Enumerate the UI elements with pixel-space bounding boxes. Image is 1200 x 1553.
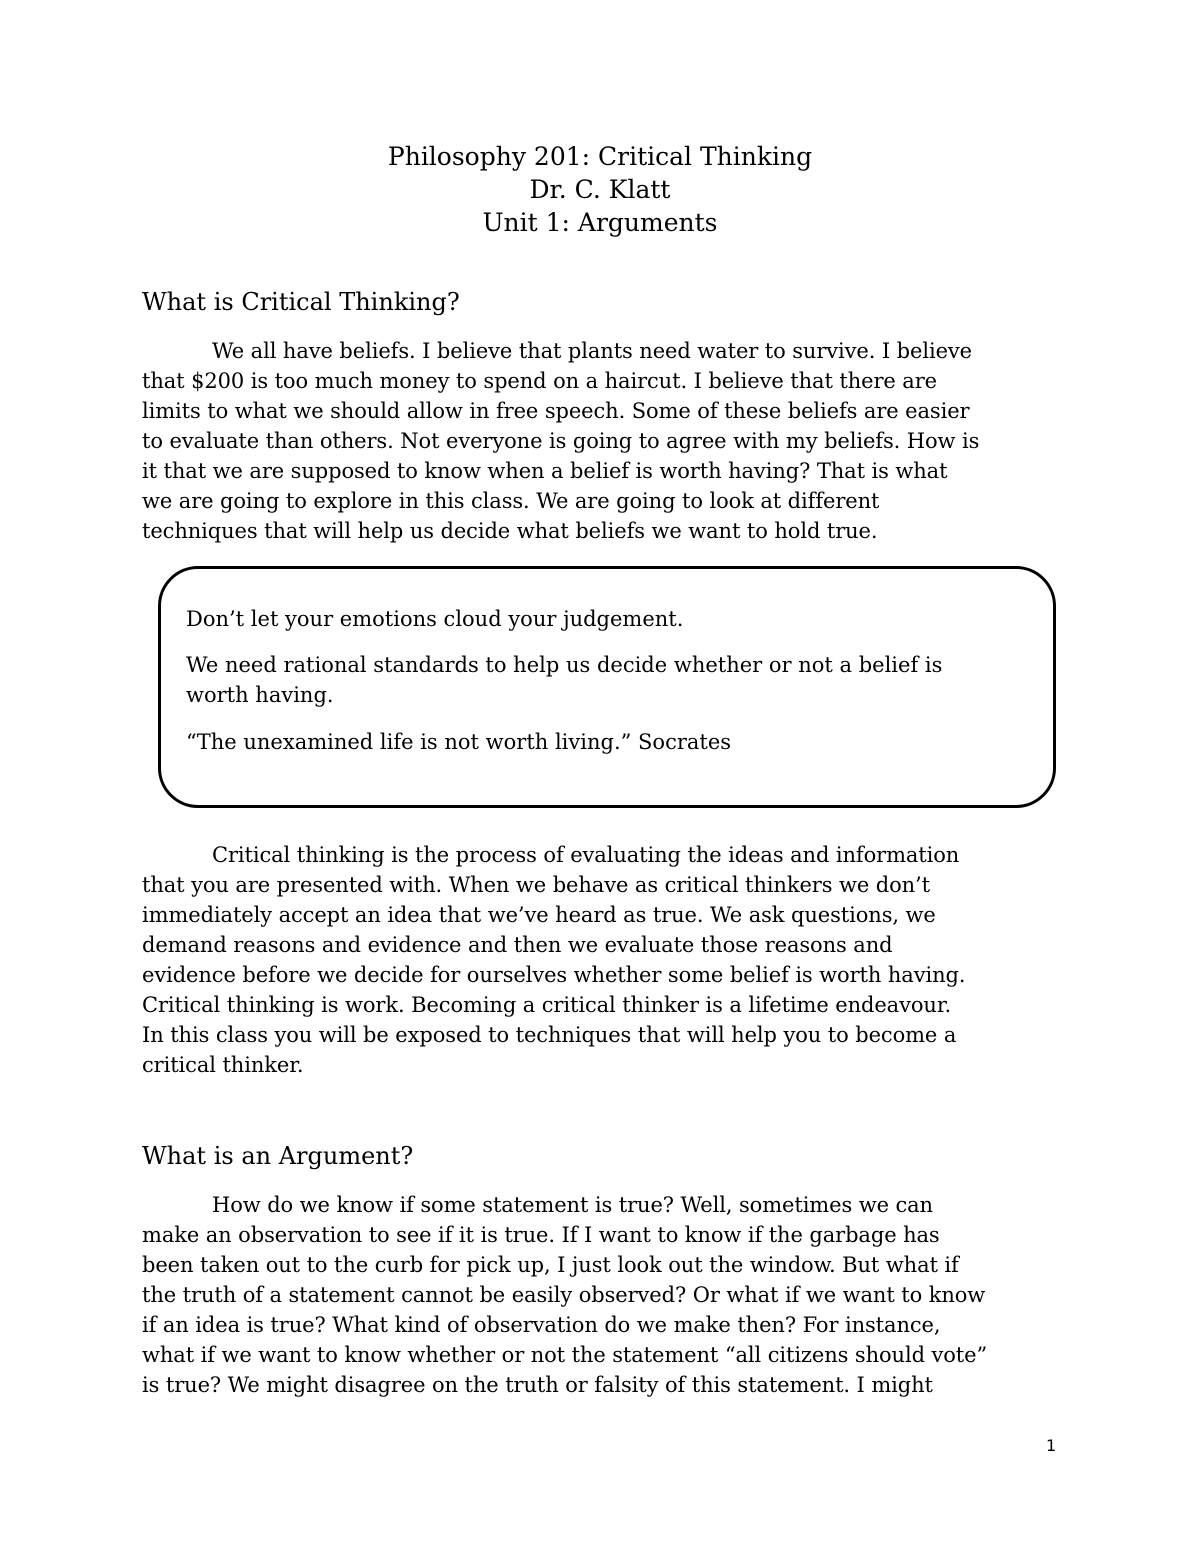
paragraph-beliefs — [142, 336, 1062, 546]
text-line: that you are presented with. When we behave as critical thinkers we don’t — [142, 873, 930, 897]
text-line: it that we are supposed to know when a belief is worth having? That is what — [142, 459, 948, 483]
callout-socrates-quote: “The unexamined life is not worth living.” Socrates — [186, 730, 732, 754]
unit-title: Unit 1: Arguments — [482, 208, 718, 237]
paragraph-critical-thinking-definition — [142, 840, 1062, 1080]
text-line: is true? We might disagree on the truth or falsity of this statement. I might — [142, 1373, 933, 1397]
text-line: worth having. — [186, 683, 334, 707]
text-line: Critical thinking is the process of evaluating the ideas and information — [212, 843, 960, 867]
text-line: Critical thinking is work. Becoming a critical thinker is a lifetime endeavour. — [142, 993, 952, 1017]
text-line: We all have beliefs. I believe that plants need water to survive. I believe — [212, 339, 972, 363]
callout-emotions-text: Don’t let your emotions cloud your judgement. — [186, 607, 684, 631]
text-line: we are going to explore in this class. We are going to look at different — [142, 489, 880, 513]
text-line: We need rational standards to help us decide whether or not a belief is — [186, 653, 943, 677]
document-title-block — [0, 140, 1200, 239]
text-line: that $200 is too much money to spend on a haircut. I believe that there are — [142, 369, 937, 393]
callout-standards-text — [186, 650, 1026, 710]
section-heading-argument: What is an Argument? — [142, 1142, 414, 1170]
text-line: techniques that will help us decide what beliefs we want to hold true. — [142, 519, 878, 543]
text-line: critical thinker. — [142, 1053, 304, 1077]
text-line: evidence before we decide for ourselves whether some belief is worth having. — [142, 963, 966, 987]
page-number: 1 — [1046, 1436, 1057, 1455]
section-heading-critical-thinking: What is Critical Thinking? — [142, 288, 460, 316]
text-line: make an observation to see if it is true. If I want to know if the garbage has — [142, 1223, 940, 1247]
text-line: demand reasons and evidence and then we evaluate those reasons and — [142, 933, 893, 957]
text-line: How do we know if some statement is true? Well, sometimes we can — [212, 1193, 933, 1217]
text-line: been taken out to the curb for pick up, I just look out the window. But what if — [142, 1253, 959, 1277]
text-line: what if we want to know whether or not the statement “all citizens should vote” — [142, 1343, 988, 1367]
paragraph-argument-intro — [142, 1190, 1062, 1400]
text-line: limits to what we should allow in free speech. Some of these beliefs are easier — [142, 399, 970, 423]
text-line: immediately accept an idea that we’ve heard as true. We ask questions, we — [142, 903, 936, 927]
text-line: if an idea is true? What kind of observation do we make then? For instance, — [142, 1313, 941, 1337]
text-line: the truth of a statement cannot be easily observed? Or what if we want to know — [142, 1283, 986, 1307]
text-line: to evaluate than others. Not everyone is going to agree with my beliefs. How is — [142, 429, 980, 453]
instructor-name: Dr. C. Klatt — [529, 175, 671, 204]
course-title: Philosophy 201: Critical Thinking — [387, 142, 813, 171]
text-line: In this class you will be exposed to techniques that will help you to become a — [142, 1023, 957, 1047]
